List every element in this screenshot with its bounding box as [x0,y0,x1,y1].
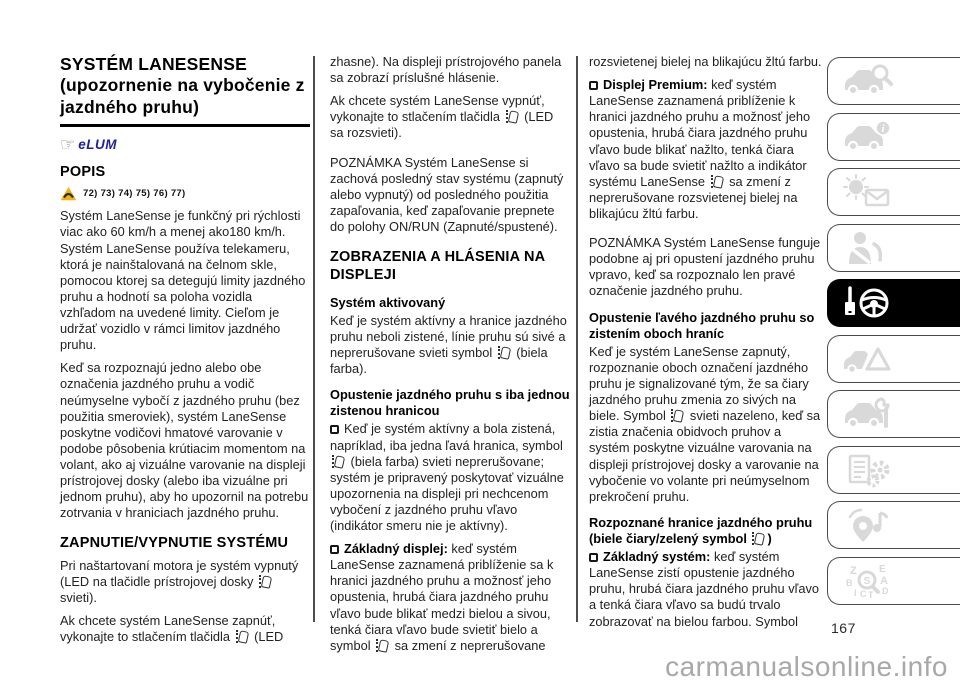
multimedia-icon [842,507,894,543]
car-info-icon [842,119,894,155]
elum-logo [60,136,310,153]
tab-starting-driving[interactable] [827,279,960,327]
paragraph: rozsvietenej bielej na blikajúcu žltú farbu. [589,54,822,69]
lanesense-icon [497,346,512,359]
tab-emergency[interactable] [827,335,960,383]
svg-text:i: i [881,122,885,135]
square-bullet-icon [589,81,598,90]
svg-text:S: S [863,575,871,587]
footnote-refs [60,186,310,201]
safety-icon [842,230,894,266]
section-title-onoff: ZAPNUTIE/VYPNUTIE SYSTÉMU [60,535,289,552]
tab-vehicle-overview[interactable] [827,57,960,105]
lanesense-icon [331,455,346,468]
technical-data-icon [842,452,894,488]
car-search-icon [842,63,894,99]
paragraph: zhasne). Na displeji prístrojového panela sa zobrazí príslušné hlásenie. [330,54,562,86]
column-1 [60,54,310,652]
paragraph: Keď je systém aktívny a hranice jazdného pruhu neboli zistené, línie pruhu sú sivé a neprerušovane svieti symbol (biela farba). [330,312,567,377]
tab-servicing-maintenance[interactable] [827,390,960,438]
chapter-tab-rail [827,57,960,605]
svg-text:I: I [854,587,857,598]
servicing-icon [842,396,894,432]
bold-lead: Displej Premium: [603,77,708,93]
bold-lead: Základný displej: [344,541,448,557]
lanesense-icon [751,532,766,545]
note-paragraph: POZNÁMKA Systém LaneSense si zachová posledný stav systému (zapnutý alebo vypnutý) od posledného použitia zapaľovania, keď zapaľovanie prepnete do polohy ON/RUN (Zapnuté/spustené). [330,154,564,234]
subsection-recognized-boundaries: Rozpoznané hranice jazdného pruhu (biele čiary/zelený symbol ) [589,514,813,546]
lanesense-icon [375,639,390,652]
paragraph: Keď je systém LaneSense zapnutý, rozpoznanie oboch označení jazdného pruhu je signalizované tým, že sa čiary jazdného pruhu zmenia zo sivých na biele. Symbol svieti nazeleno, keď sa zistia značenia obidvoch pruhov a systém poskytne vizuálne varovania na displeji prístrojovej dosky a varovanie na vybočenie vo volante pri neúmyselnom prekročení pruhu. [589,343,821,504]
footnote-refs-text: 72) 73) 74) 75) 76) 77) [83,187,186,199]
paragraph: Keď sa rozpoznajú jedno alebo obe označenia jazdného pruhu a vodič neúmyselne vybočí z jazdného pruhu (bez použitia smeroviek), systém LaneSense poskytne vodičovi hmatové varovanie v podobe pôsobenia krútiacim momentom na volant, ako aj vizuálne varovanie na displeji prístrojovej dosky (alebo iba vizuálne pri jednom pruhu), aby ho upozornil na potrebu zotrvania v hraniciach jazdného pruhu. [60,360,309,521]
paragraph: Ak chcete systém LaneSense zapnúť, vykonajte to stlačením tlačidla (LED [60,612,284,645]
svg-text:C: C [860,588,867,599]
section-title-popis: POPIS [60,164,106,181]
warning-icon [60,186,77,201]
tab-alphabetical-index[interactable] [827,557,960,605]
svg-text:D: D [882,585,889,596]
emergency-icon [842,341,894,377]
page-title: SYSTÉM LANESENSE (upozornenie na vybočenie z jazdného pruhu) [60,54,310,127]
square-bullet-icon [330,425,339,434]
paragraph: Systém LaneSense je funkčný pri rýchlosti viac ako 60 km/h a menej ako180 km/h. Systém LaneSense používa telekameru, ktorá je nainštalovaná na čelnom skle, pomocou ktorej sa detegujú limity jazdného pruhu a hodnotí sa poloha vozidla vzhľadom na uvedené limity. Cieľom je udržať vozidlo v rámci limitov jazdného pruhu. [60,208,306,353]
tab-multimedia[interactable] [827,501,960,549]
note-paragraph: POZNÁMKA Systém LaneSense funguje podobne aj pri opustení jazdného pruhu vpravo, keď sa rozpoznalo len pravé označenie jazdného pruhu. [589,235,821,299]
paragraph: Ak chcete systém LaneSense vypnúť, vykonajte to stlačením tlačidla (LED sa rozsvieti). [330,93,554,141]
pointing-hand-icon: ☞ [60,135,76,155]
svg-text:T: T [868,589,874,599]
svg-text:Z: Z [850,564,857,577]
subsection-left-exit: Opustenie ľavého jazdného pruhu so zistením oboch hraníc [589,309,815,341]
lanesense-icon [670,409,685,422]
tab-instrument-panel[interactable] [827,113,960,161]
paragraph: Pri naštartovaní motora je systém vypnutý (LED na tlačidle prístrojovej dosky svieti). [60,557,299,605]
elum-label: eLUM [78,137,117,153]
page-number: 167 [831,620,856,636]
bullet-paragraph: Keď je systém aktívny a bola zistená, napríklad, iba jedna ľavá hranica, symbol (biela farba) svieti neprerušovane; systém je pripravený poskytovať vizuálne upozornenia na displeji pri nechcenom vybočení z jazdného pruhu vľavo (indikátor smeru nie je aktívny). [330,421,564,534]
tab-safety[interactable] [827,224,960,272]
tab-warning-lights-messages[interactable] [827,168,960,216]
subsection-one-boundary: Opustenie jazdného pruhu s iba jednou zistenou hranicou [330,387,570,419]
column-divider [313,56,315,622]
column-2 [330,54,570,661]
column-3 [589,54,825,637]
lanesense-icon [505,110,520,123]
bullet-paragraph: Základný systém: keď systém LaneSense zistí opustenie jazdného pruhu, hrubá čiara jazdného pruhu vľavo a tenká čiara vľavo sa budú trvalo zobrazovať na bielou farbou. Symbol [589,549,819,629]
subsection-system-active: Systém aktivovaný [330,294,446,310]
bold-lead: Základný systém: [603,549,711,565]
lanesense-icon [258,575,273,588]
index-icon [842,563,894,599]
starting-driving-icon [842,285,894,321]
watermark: carmanualsonline.info [665,651,948,682]
lanesense-icon [710,175,725,188]
svg-text:A: A [880,574,888,587]
svg-text:E: E [879,563,886,575]
lanesense-icon [235,630,250,643]
bullet-paragraph: Základný displej: keď systém LaneSense zaznamená priblíženie sa k hranici jazdného pruhu a možnosť jeho opustenia, hrubá čiara jazdného pruhu vľavo bude blikať medzi bielou a sivou, tenká čiara vľavo bude svietiť bielo a symbol sa zmení z neprerušovane [330,541,554,653]
square-bullet-icon [589,553,598,562]
section-title-display: ZOBRAZENIA A HLÁSENIA NA DISPLEJI [330,249,545,284]
square-bullet-icon [330,545,339,554]
column-divider [576,56,578,622]
tab-technical-data[interactable] [827,446,960,494]
svg-text:B: B [846,577,853,588]
warning-lights-messages-icon [842,174,894,210]
bullet-paragraph: Displej Premium: keď systém LaneSense zaznamená priblíženie k hranici jazdného pruhu a možnosť jeho opustenia, hrubá čiara jazdného pruhu vľavo bude blikať nažlto, tenká čiara vľavo sa bude svietiť nažlto a indikátor systému LaneSense sa zmení z neprerušovane rozsvietenej bielej na blikajúcu žltú farbu. [589,77,811,221]
